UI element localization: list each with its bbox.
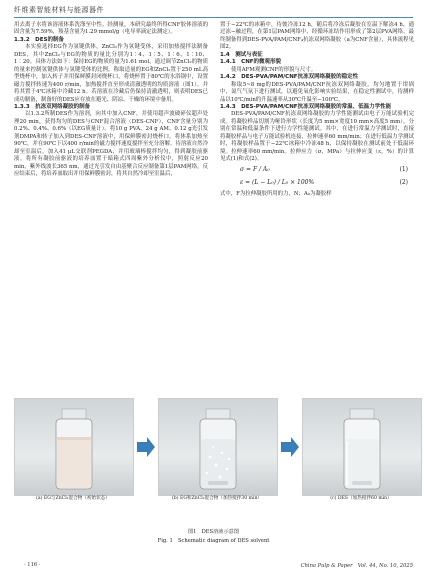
right-column [220, 22, 414, 198]
paragraph: DES-PVA/PAM/CNF抗冻双网络凝胶的力学性能测试由电子万能试验机完成。将凝胶样品切割为哑铃形状（长度为5 mm×宽度10 mm×高度5 mm），分别在常温和低温条件下进行力学性能测试。其中，在进行常温力学测试时，直接将凝胶样品与电子万能试验机连接，拉伸速率60 mm/min；在进行低温力学测试时，将凝胶样品置于−22℃冰箱中冷冻48 h，以保持凝胶在测试前处于低温环境。拉伸速率60 mm/min。拉伸应力（σ，MPa）与拉伸应变（ε，%）的计算见式(1)和式(2)。 [220, 111, 414, 163]
journal-footer: China Pulp & Paper Vol. 44, No. 10, 2025 [300, 563, 413, 569]
panel-a-caption: (a) EG与ZnCl₂混合物（初始状态） [36, 496, 110, 501]
arrow-right-icon [136, 436, 156, 458]
arrow-right-icon [280, 436, 300, 458]
panel-c-caption: (c) DES（加热搅拌60 min） [330, 496, 392, 501]
paragraph: 置于−22℃的冰箱中，待彼冷冻12 h，随后将冷冻后凝胶在室温下解冻4 h，通过冻−融过程，在第1层PAM网络中，经循环冻结作用形成了第2层PVA网络，最终制备得到DES-PVA/PAM/CNF₄抗冻双网络凝胶（a为CNF含量），具体流程见图2。 [220, 22, 414, 51]
section-heading: 1.4.2 DES-PVA/PAM/CNF抗冻双网络凝胶的稳定性 [220, 74, 359, 81]
photo-panel-a [14, 398, 134, 496]
photo-panel-b [158, 398, 278, 496]
equation-number: (1) [399, 165, 408, 173]
paragraph: 用去离子水将该溶液体系洗涤至中性。经测量，本研究最终所得CNF胶体溶液的固含量为7.59%，羧基含量为1.29 mmol/g（电导率滴定法测定）。 [14, 22, 208, 36]
panel-b-caption: (b) EG和ZnCl₂混合物（加热搅拌30 min） [171, 496, 262, 501]
journal-header: 纤维素智能材料与能源器件 [14, 6, 104, 14]
section-heading: 1.4.1 CNF的微观形貌 [220, 59, 282, 66]
equation-1 [220, 165, 414, 177]
paragraph: 称取5~8 mg的DES-PVA/PAM/CNF抗冻双网络凝胶，均匀地置于坩埚中，氮气气氛下进行测试，以避免氧化影响实验结果，在稳定性测试中，待测样品以10℃/min的升温速率从30℃升温至−100℃。 [220, 81, 414, 103]
paragraph: 以1.3.2所制DES作为溶剂，向其中加入CNF，并使用超声波破碎仪超声处理20 min，获得均匀的DES与CNF混合溶液（DES-CNF），CNF含量分别为0.2%、0.4%、0.6%（以EG质量计）。将10 g PVA、24 g AM、0.12 g光引发剂DMPA和转子加入到DES-CNF溶液中，用保鲜膜密封烧杯口。将体系加热至90℃，并在90℃下以400 r/min的磁力搅拌速度搅拌至充分溶解。待溶液自然冷却至室温后，加入41 μL交联剂PEGDA，并用玻璃棒搅拌均匀，得到凝胶前驱液。将所有凝胶前驱液的培养皿置于暗箱式四周紫外分析仪中，照射反应20 min，紫外线波长365 nm，通过光引发自由基聚合反应制备第1层PAM网络。反应结束后，将培养皿取出并用保鲜膜密封，将其自然冷却至室温后， [14, 111, 208, 178]
figure-1 [14, 398, 414, 513]
equation-body: ε = (L − L₀) / L₀ × 100% [240, 178, 315, 186]
page-number: · 116 · [24, 562, 41, 568]
paragraph: 本实验选择EG作为氢键供体，ZnCl₂作为氢键受体，采用加热搅拌法制备DES，其中ZnCl₂与EG的物质的量比分别为1∶4、1∶5、1∶6、1∶10、1∶20。具体方法如下：保持EG的物质的量为1.61 mol，通过调节ZnCl₂的物质的量来控制氢键供体与氢键受体的比例。称取适量的EG和ZnCl₂置于250 mL高型烧杯中，加入转子并用保鲜膜封闭烧杯口，将烧杯置于80℃的水浴锅中，设置磁力搅拌转速为400 r/min，加热搅拌直至形成清澈透明的均质溶液（图1），并将其置于4℃冰箱中冷藏12 h。若溶液在冷藏后仍保持清澈透明，则表明DES已成功制备，制备好的DES应存放在避光、阴凉、干燥的环境中备用。 [14, 44, 208, 103]
section-heading: 1.4 测试与表征 [220, 51, 263, 58]
figure-caption-cn: 图1 DES溶液示意图 [187, 529, 240, 535]
equation-body: σ = F / A₀ [240, 165, 270, 173]
header-rule [14, 17, 413, 18]
figure-caption-en: Fig. 1 Schematic diagram of DES solvent [157, 538, 270, 544]
section-heading: 1.3.3 抗冻双网络凝胶的制备 [14, 103, 91, 110]
equation-number: (2) [399, 178, 408, 186]
vial-cloudy-image [50, 407, 98, 491]
section-heading: 1.4.3 DES-PVA/PAM/CNF抗冻双网络凝胶的常温、低温力学性能 [220, 103, 392, 110]
left-column [14, 22, 208, 179]
photo-panel-c [302, 398, 422, 496]
paragraph: 使用AFM观测CNF的形貌与尺寸。 [231, 66, 317, 73]
vial-mixing-image [194, 407, 242, 491]
equation-2 [220, 178, 414, 190]
vial-clear-image [338, 407, 386, 491]
paragraph: 式中，F为拉伸凝胶所用的力，N；A₀为凝胶样 [220, 190, 332, 197]
section-heading: 1.3.2 DES的制备 [14, 36, 64, 43]
